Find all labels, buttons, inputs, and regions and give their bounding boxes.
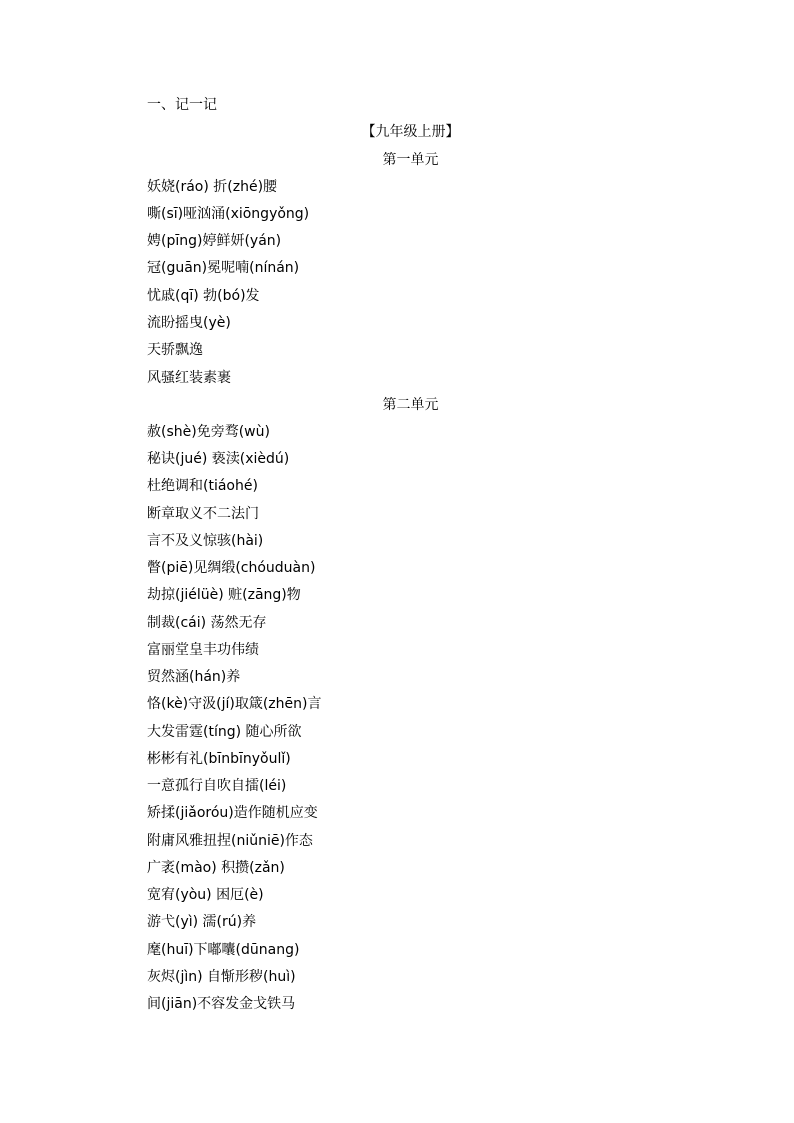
vocab-line: 制裁(cái) 荡然无存 — [147, 615, 267, 631]
vocab-line: 间(jiān)不容发金戈铁马 — [147, 996, 296, 1012]
unit-title: 第一单元 — [382, 152, 439, 168]
vocab-line: 秘诀(jué) 亵渎(xièdú) — [147, 451, 290, 467]
vocab-line: 宽宥(yòu) 困厄(è) — [147, 887, 264, 903]
vocab-line: 大发雷霆(tíng) 随心所欲 — [147, 724, 302, 740]
vocab-line: 附庸风雅扭捏(niǔniē)作态 — [147, 833, 313, 849]
vocab-line: 流盼摇曳(yè) — [147, 315, 231, 331]
vocab-line: 妖娆(ráo) 折(zhé)腰 — [147, 179, 278, 195]
vocab-line: 广袤(mào) 积攒(zǎn) — [147, 860, 285, 876]
vocab-line: 劫掠(jiélüè) 赃(zāng)物 — [147, 587, 301, 603]
vocab-line: 麾(huī)下嘟囔(dūnang) — [147, 942, 300, 958]
vocab-line: 嘶(sī)哑汹涌(xiōngyǒng) — [147, 206, 310, 222]
vocab-line: 冠(guān)冕呢喃(nínán) — [147, 260, 300, 276]
vocab-line: 娉(pīng)婷鲜妍(yán) — [147, 233, 282, 249]
vocab-line: 一意孤行自吹自擂(léi) — [147, 778, 287, 794]
vocab-line: 言不及义惊骇(hài) — [147, 533, 264, 549]
vocab-line: 瞥(piē)见绸缎(chóuduàn) — [147, 560, 316, 576]
vocab-line: 矫揉(jiǎoróu)造作随机应变 — [147, 805, 318, 821]
vocab-line: 忧戚(qī) 勃(bó)发 — [147, 288, 260, 304]
grade-title: 【九年级上册】 — [361, 124, 460, 140]
vocab-line: 赦(shè)免旁骛(wù) — [147, 424, 270, 440]
vocab-line: 恪(kè)守汲(jí)取箴(zhēn)言 — [147, 696, 322, 712]
vocab-line: 天骄飘逸 — [147, 342, 203, 358]
vocab-line: 灰烬(jìn) 自惭形秽(huì) — [147, 969, 296, 985]
vocab-line: 风骚红装素裹 — [147, 370, 231, 386]
vocab-line: 富丽堂皇丰功伟绩 — [147, 642, 259, 658]
unit-title: 第二单元 — [382, 397, 439, 413]
vocab-line: 杜绝调和(tiáohé) — [147, 478, 258, 494]
section-heading: 一、记一记 — [147, 97, 217, 113]
vocab-line: 贸然涵(hán)养 — [147, 669, 241, 685]
vocab-line: 彬彬有礼(bīnbīnyǒulǐ) — [147, 751, 291, 767]
vocab-line: 断章取义不二法门 — [147, 506, 259, 522]
vocab-line: 游弋(yì) 濡(rú)养 — [147, 914, 257, 930]
